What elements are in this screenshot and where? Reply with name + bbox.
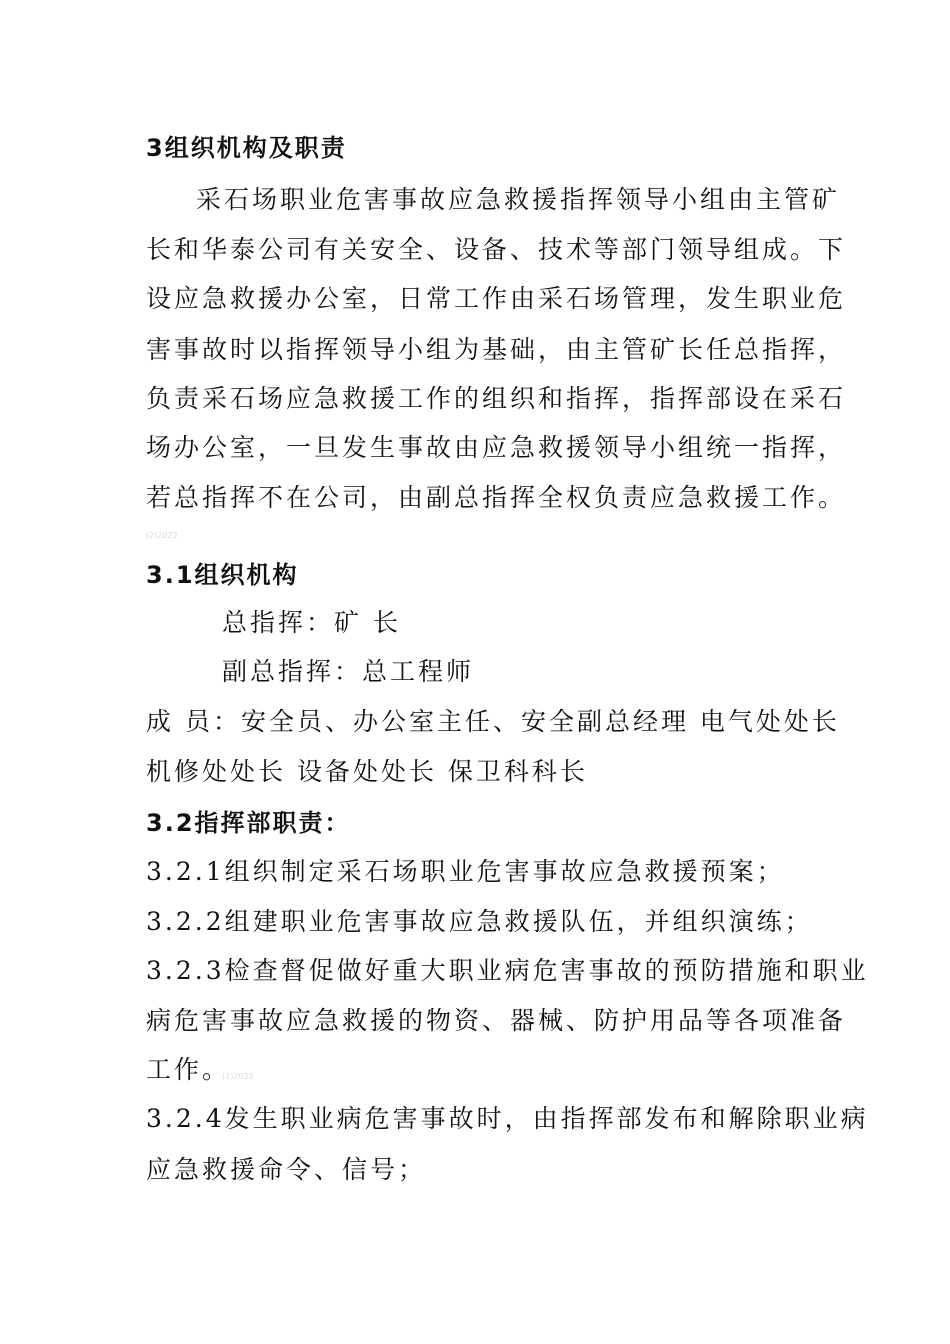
members-line: 成 员：安全员、办公室主任、安全副总经理 电气处处长: [146, 707, 840, 736]
duty-item: 应急救援命令、信号；: [146, 1155, 427, 1184]
paragraph-line: 场办公室，一旦发生事故由应急救援领导小组统一指挥，: [146, 433, 847, 462]
organization-heading: 3.1组织机构: [146, 561, 299, 589]
paragraph-line: 若总指挥不在公司，由副总指挥全权负责应急救援工作。: [146, 483, 847, 512]
duty-item: 3.2.3检查督促做好重大职业病危害事故的预防措施和职业: [146, 956, 869, 985]
paragraph-line: 采石场职业危害事故应急救援指挥领导小组由主管矿: [196, 185, 841, 214]
duties-heading: 3.2指挥部职责：: [146, 809, 351, 837]
paragraph-line: 负责采石场应急救援工作的组织和指挥，指挥部设在采石: [146, 384, 847, 413]
paragraph-line: 长和华泰公司有关安全、设备、技术等部门领导组成。下: [146, 235, 847, 264]
duty-item: 工作。: [146, 1055, 231, 1084]
commander-line: 总指挥：矿 长: [222, 608, 401, 637]
paragraph-line: 害事故时以指挥领导小组为基础，由主管矿长任总指挥，: [146, 335, 847, 364]
deputy-commander-line: 副总指挥：总工程师: [222, 657, 475, 686]
duty-item: 3.2.4发生职业病危害事故时，由指挥部发布和解除职业病: [146, 1104, 869, 1133]
faint-watermark: (2)2022: [222, 1072, 254, 1081]
section-heading: 3组织机构及职责: [146, 134, 347, 162]
duty-item: 3.2.1组织制定采石场职业危害事故应急救援预案；: [146, 857, 785, 886]
paragraph-line: 设应急救援办公室，日常工作由采石场管理，发生职业危: [146, 284, 847, 313]
duty-item: 3.2.2组建职业危害事故应急救援队伍，并组织演练；: [146, 907, 813, 936]
duty-item: 病危害事故应急救援的物资、器械、防护用品等各项准备: [146, 1006, 847, 1035]
faint-watermark: (2)2022: [146, 531, 178, 540]
members-line: 机修处处长 设备处处长 保卫科科长: [146, 757, 588, 786]
